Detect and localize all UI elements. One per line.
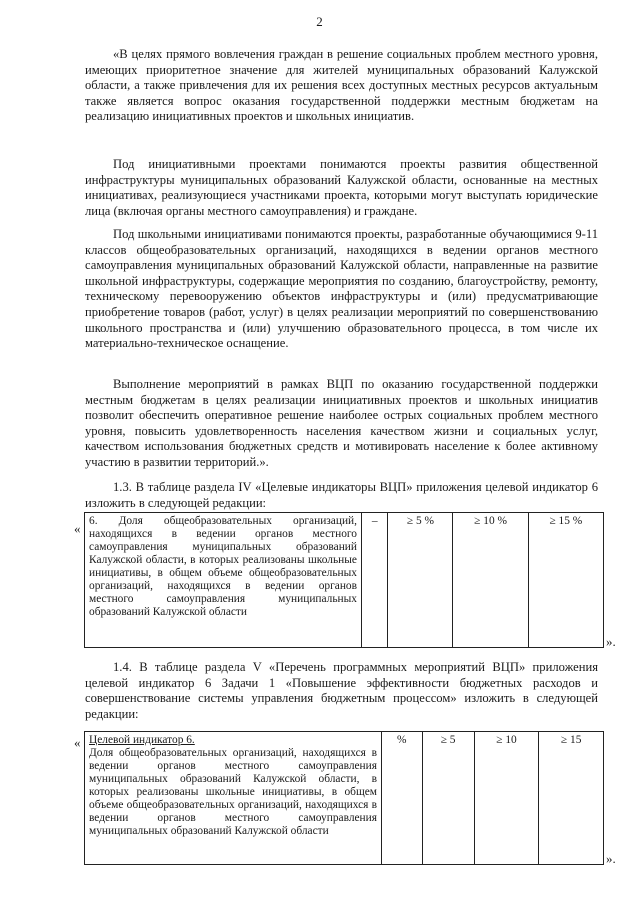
- table2-value-cell: %: [382, 732, 423, 865]
- table2-value-cell: ≥ 15: [539, 732, 604, 865]
- table2-description-cell: [85, 732, 382, 865]
- table2-close-quote: ».: [606, 851, 616, 866]
- table2-heading: Целевой индикатор 6.: [89, 734, 195, 746]
- table2-value-cell: ≥ 5: [422, 732, 474, 865]
- table1-value-cell: ≥ 5 %: [388, 513, 453, 648]
- table2-description: Доля общеобразовательных организаций, находящихся в ведении органов местного самоуправления муниципальных образований Калужской области, в которых реализованы школьные инициативы, в общем объеме общеобразовательных организаций, находящихся в ведении органов местного самоуправления муниципальных образований Калужской области: [89, 747, 377, 837]
- table1-value-cell: ≥ 10 %: [453, 513, 528, 648]
- table1-close-quote: ».: [606, 634, 616, 649]
- paragraph-initiative-projects: Под инициативными проектами понимаются проекты развития общественной инфраструктуры муниципальных образований Калужской области, основанные на местных инициативах, реализующиеся участниками проекта, которыми могут выступать юридические лица (включая органы местного самоуправления) и граждане.: [85, 157, 598, 218]
- table-row: [85, 513, 604, 648]
- page-number: 2: [316, 14, 323, 29]
- table2-value-cell: ≥ 10: [474, 732, 539, 865]
- indicator-table-1: [84, 512, 604, 648]
- paragraph-item-1-3: 1.3. В таблице раздела IV «Целевые индикаторы ВЦП» приложения целевой индикатор 6 изложить в следующей редакции:: [85, 480, 598, 510]
- table1-value-cell: ≥ 15 %: [528, 513, 603, 648]
- table1-description-cell: 6. Доля общеобразовательных организаций, находящихся в ведении органов местного самоуправления муниципальных образований Калужской области, в которых реализованы школьные инициативы, в общем объеме общеобразовательных организаций, находящихся в ведении органов местного самоуправления муниципальных образований Калужской области: [85, 513, 362, 648]
- paragraph-intro: «В целях прямого вовлечения граждан в решение социальных проблем местного уровня, имеющих приоритетное значение для жителей муниципальных образований Калужской области, а также привлечения для их решения всех доступных местных ресурсов актуальным также является вопрос оказания государственной поддержки местным бюджетам на реализацию инициативных проектов и школьных инициатив.: [85, 47, 598, 124]
- table1-open-quote: «: [74, 521, 81, 536]
- table2-open-quote: «: [74, 735, 81, 750]
- paragraph-school-initiatives: Под школьными инициативами понимаются проекты, разработанные обучающимися 9-11 классов общеобразовательных организаций, находящихся в ведении органов местного самоуправления муниципальных образований Калужской области, направленные на развитие школьной инфраструктуры, содержащие мероприятия по созданию, благоустройству, ремонту, техническому перевооружению объектов инфраструктуры и (или) предусматривающие приобретение товаров (работ, услуг) в целях реализации мероприятий по совершенствованию школьного пространства и (или) улучшению образовательного процесса, в том числе их материально-техническое оснащение.: [85, 227, 598, 351]
- paragraph-measures: Выполнение мероприятий в рамках ВЦП по оказанию государственной поддержки местным бюджетам в целях реализации инициативных проектов и школьных инициатив позволит обеспечить оперативное решение наиболее острых социальных проблем местного уровня, повысить удовлетворенность населения качеством жизни и социальных услуг, качеством использования бюджетных средств и мотивировать население к более активному участию в развитии территорий.».: [85, 377, 598, 469]
- indicator-table-2: [84, 731, 604, 865]
- paragraph-item-1-4: 1.4. В таблице раздела V «Перечень программных мероприятий ВЦП» приложения целевой индикатор 6 Задачи 1 «Повышение эффективности бюджетных расходов и совершенствование системы управления бюджетным процессом» изложить в следующей редакции:: [85, 660, 598, 721]
- table-row: [85, 732, 604, 865]
- table1-value-cell: –: [362, 513, 388, 648]
